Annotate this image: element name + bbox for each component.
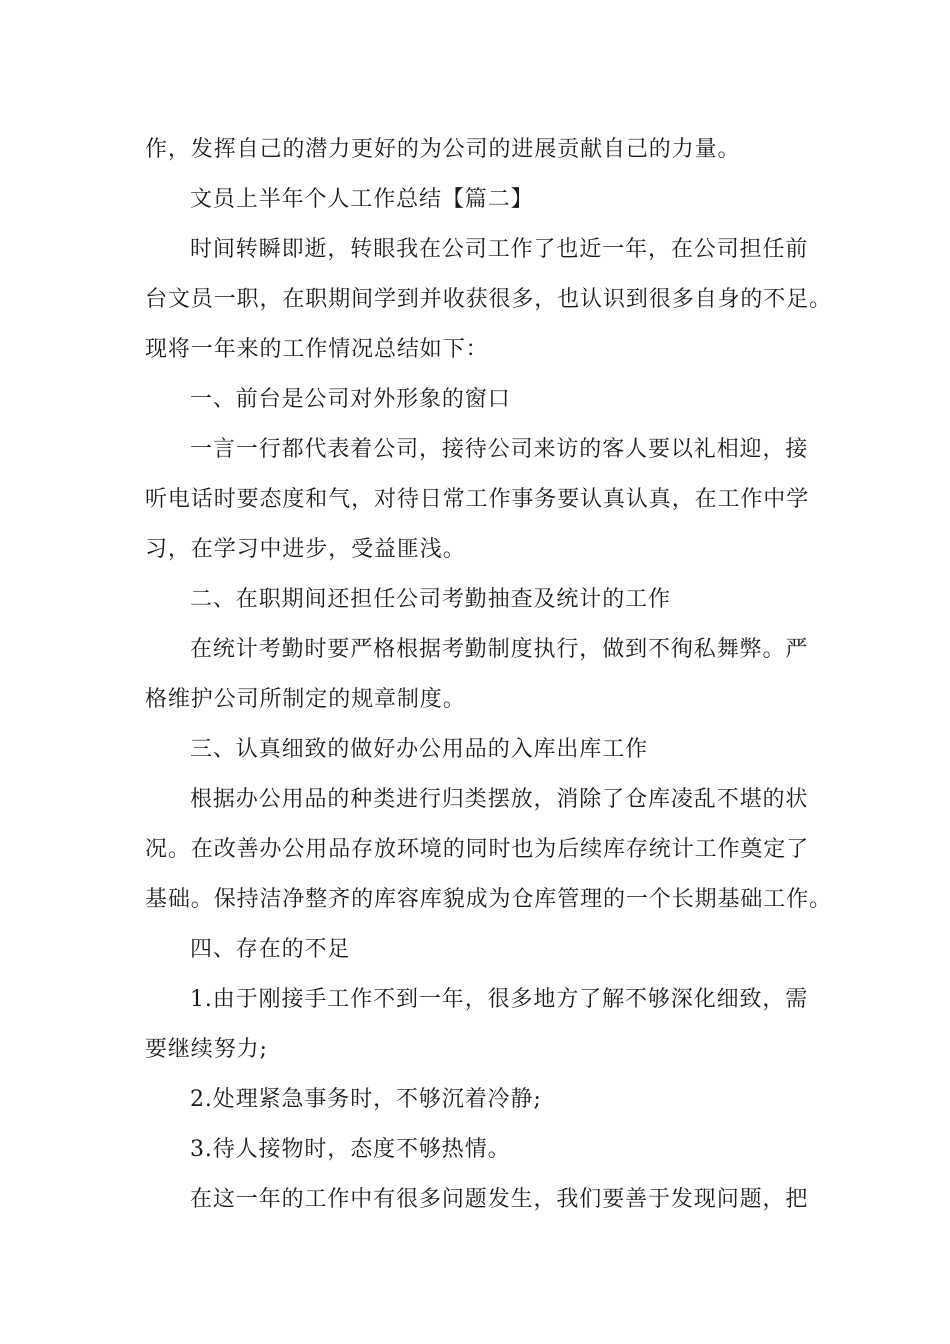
heading-3: 三、认真细致的做好办公用品的入库出库工作 bbox=[190, 737, 649, 762]
section-3-line-1: 根据办公用品的种类进行归类摆放，消除了仓库凌乱不堪的状 bbox=[190, 787, 809, 812]
intro-paragraph-line-2: 台文员一职，在职期间学到并收获很多，也认识到很多自身的不足。 bbox=[145, 287, 833, 312]
paragraph-continuation-line: 作，发挥自己的潜力更好的为公司的进展贡献自己的力量。 bbox=[145, 137, 741, 162]
list-item-1-line-2: 要继续努力; bbox=[145, 1037, 268, 1062]
section-2-line-1: 在统计考勤时要严格根据考勤制度执行，做到不徇私舞弊。严 bbox=[190, 637, 809, 662]
section-1-line-1: 一言一行都代表着公司，接待公司来访的客人要以礼相迎，接 bbox=[190, 437, 809, 462]
list-item-1-line-1: 1.由于刚接手工作不到一年，很多地方了解不够深化细致，需 bbox=[190, 987, 809, 1012]
section-1-line-3: 习，在学习中进步，受益匪浅。 bbox=[145, 537, 466, 562]
heading-2: 二、在职期间还担任公司考勤抽查及统计的工作 bbox=[190, 587, 671, 612]
list-item-2: 2.处理紧急事务时，不够沉着冷静; bbox=[190, 1087, 542, 1112]
section-2-line-2: 格维护公司所制定的规章制度。 bbox=[145, 687, 466, 712]
list-item-3: 3.待人接物时，态度不够热情。 bbox=[190, 1137, 511, 1162]
heading-1: 一、前台是公司对外形象的窗口 bbox=[190, 387, 511, 412]
intro-paragraph-line-3: 现将一年来的工作情况总结如下： bbox=[145, 337, 489, 362]
intro-paragraph-line-1: 时间转瞬即逝，转眼我在公司工作了也近一年，在公司担任前 bbox=[190, 237, 809, 262]
closing-paragraph-line-1: 在这一年的工作中有很多问题发生，我们要善于发现问题，把 bbox=[190, 1187, 809, 1212]
section-title: 文员上半年个人工作总结【篇二】 bbox=[190, 187, 534, 212]
section-3-line-3: 基础。保持洁净整齐的库容库貌成为仓库管理的一个长期基础工作。 bbox=[145, 887, 833, 912]
heading-4: 四、存在的不足 bbox=[190, 937, 351, 962]
section-3-line-2: 况。在改善办公用品存放环境的同时也为后续库存统计工作奠定了 bbox=[145, 837, 810, 862]
section-1-line-2: 听电话时要态度和气，对待日常工作事务要认真认真，在工作中学 bbox=[145, 487, 810, 512]
